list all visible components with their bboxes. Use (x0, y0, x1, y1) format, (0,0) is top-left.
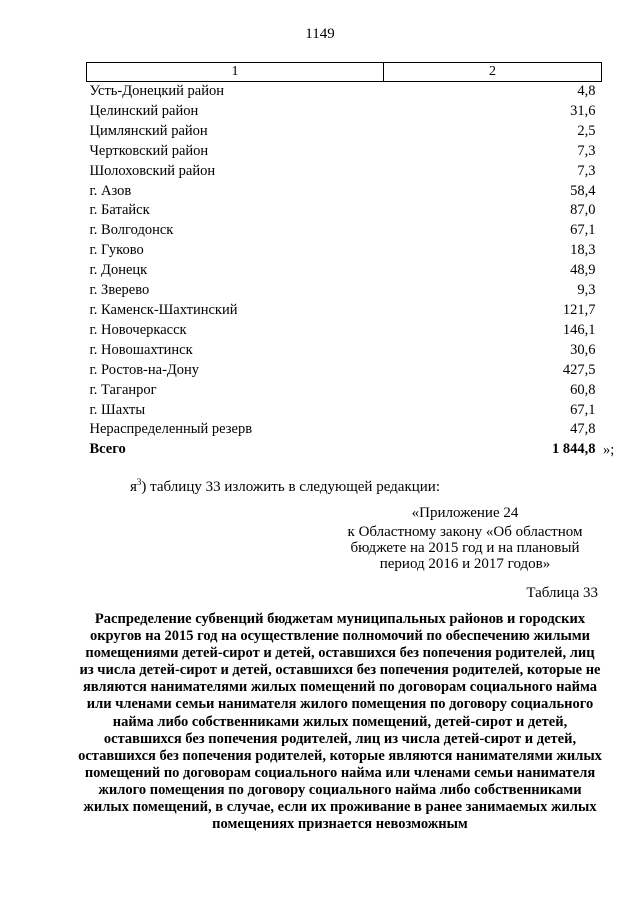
row-name: г. Зверево (89, 282, 150, 299)
row-value: 60,8 (570, 381, 596, 398)
row-value: 67,1 (570, 401, 596, 418)
table-row (87, 182, 602, 202)
row-name: г. Батайск (89, 202, 150, 219)
total-label: Всего (89, 441, 126, 458)
row-value: 121,7 (562, 301, 596, 318)
row-value: 47,8 (570, 421, 596, 438)
table-header-row (87, 63, 602, 82)
table-row (87, 361, 602, 381)
row-value: 427,5 (562, 361, 596, 378)
row-name: г. Гуково (89, 242, 144, 259)
instruction-letter: я (130, 479, 137, 495)
row-name: Цимлянский район (89, 122, 208, 139)
table-row (87, 102, 602, 122)
column-header-2: 2 (384, 63, 602, 82)
section-heading: Распределение субвенций бюджетам муниципальных районов и городских округов на 2015 год на осуществление полномочий по обеспечению жилыми помещениями детей-сирот и детей, оставшихся без попечения родителей, лиц из числа детей-сирот и детей, оставшихся без попечения родителей, которые не являются нанимателями жилых помещений по договорам социального найма или членами семьи нанимателя жилого помещения по договору социального найма либо собственниками жилых помещений, детей-сирот и детей, оставшихся без попечения родителей, лиц из числа детей-сирот и детей, оставшихся без попечения родителей, которые являются нанимателями жилых помещений по договорам социального найма или членами семьи нанимателя жилого помещения по договору социального найма либо собственниками жилых помещений, в случае, если их проживание в ранее занимаемых жилых помещениях признается невозможным (78, 611, 602, 833)
row-name: Чертковский район (89, 142, 209, 159)
table-row (87, 261, 602, 281)
row-name: г. Донецк (89, 262, 148, 279)
row-name: г. Новошахтинск (89, 341, 193, 358)
table-label: Таблица 33 (526, 585, 598, 601)
table-body (87, 82, 602, 461)
row-name: Целинский район (89, 102, 199, 119)
table-row (87, 122, 602, 142)
table-row (87, 420, 602, 440)
row-value: 58,4 (570, 182, 596, 199)
row-name: г. Волгодонск (89, 222, 174, 239)
table-row (87, 341, 602, 361)
row-value: 18,3 (570, 242, 596, 259)
row-name: г. Ростов-на-Дону (89, 361, 200, 378)
table-row (87, 301, 602, 321)
instruction-line (130, 477, 440, 496)
row-name: г. Новочеркасск (89, 321, 187, 338)
table-row (87, 221, 602, 241)
row-value: 7,3 (577, 142, 596, 159)
row-value: 30,6 (570, 341, 596, 358)
table-row (87, 201, 602, 221)
row-name: г. Таганрог (89, 381, 157, 398)
total-row (87, 440, 602, 460)
page-number: 1149 (305, 26, 335, 42)
table-row (87, 281, 602, 301)
row-value: 2,5 (577, 122, 596, 139)
total-value: 1 844,8 (552, 441, 596, 458)
table-row (87, 82, 602, 102)
row-name: Нераспределенный резерв (89, 421, 253, 438)
table-row (87, 401, 602, 421)
row-name: Усть-Донецкий район (89, 83, 224, 99)
row-value: 31,6 (570, 102, 596, 119)
row-value: 48,9 (570, 262, 596, 279)
row-name: г. Азов (89, 182, 132, 199)
row-value: 146,1 (562, 321, 596, 338)
row-name: г. Каменск-Шахтинский (89, 301, 238, 318)
appendix-title: «Приложение 24 (411, 505, 519, 521)
row-value: 9,3 (577, 282, 596, 299)
appendix-subtitle: к Областному закону «Об областном бюджете на 2015 год и на плановый период 2016 и 2017 годов» (347, 524, 583, 572)
row-name: Шолоховский район (89, 162, 216, 179)
closing-mark: »; (603, 442, 615, 458)
row-value: 7,3 (577, 162, 596, 179)
row-value: 4,8 (577, 83, 596, 99)
subvention-table (86, 62, 602, 460)
table-row (87, 142, 602, 162)
appendix-block (330, 505, 600, 572)
row-name: г. Шахты (89, 401, 146, 418)
table-row (87, 241, 602, 261)
table-row (87, 381, 602, 401)
instruction-superscript: 3 (136, 477, 142, 487)
table-row (87, 321, 602, 341)
table-row (87, 162, 602, 182)
column-header-1: 1 (87, 63, 384, 82)
row-value: 87,0 (570, 202, 596, 219)
row-value: 67,1 (570, 222, 596, 239)
instruction-text: ) таблицу 33 изложить в следующей редакции: (141, 479, 440, 495)
